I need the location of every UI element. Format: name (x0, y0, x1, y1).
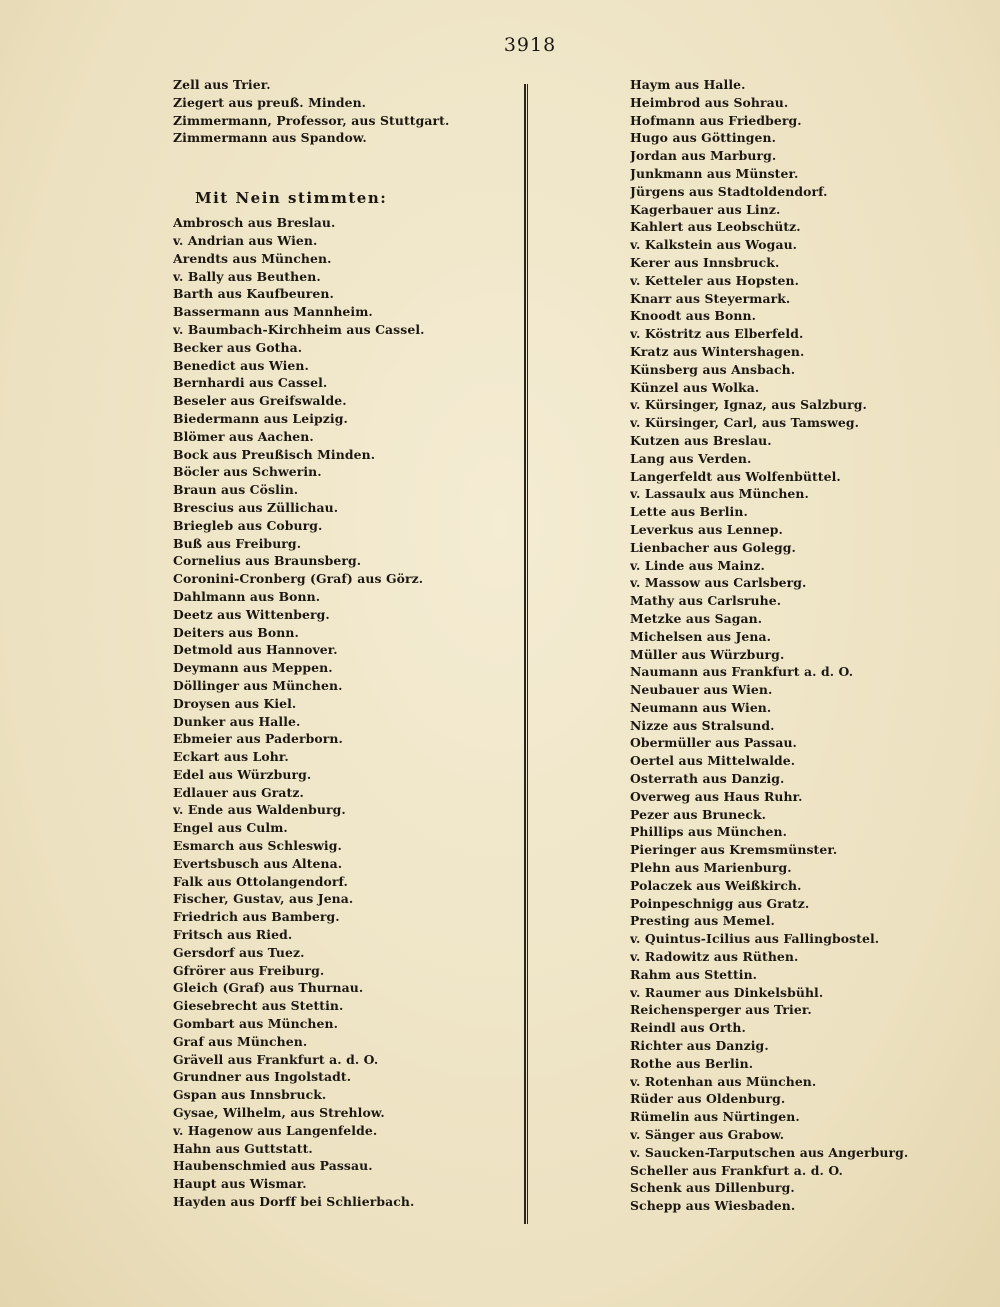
name-entry: Detmold aus Hannover. (173, 642, 338, 658)
name-entry: Künsberg aus Ansbach. (630, 361, 796, 377)
top-names-list (173, 76, 513, 147)
section-gap (173, 147, 513, 182)
name-entry: Droysen aus Kiel. (173, 695, 297, 711)
name-entry: Lienbacher aus Golegg. (630, 539, 796, 555)
name-entry: Kahlert aus Leobschütz. (630, 219, 801, 235)
name-entry: v. Massow aus Carlsberg. (630, 575, 807, 591)
name-entry: Fischer, Gustav, aus Jena. (173, 891, 354, 907)
right-column (630, 76, 930, 1215)
name-entry: Deiters aus Bonn. (173, 624, 299, 640)
name-entry: Döllinger aus München. (173, 677, 343, 693)
name-entry: Mathy aus Carlsruhe. (630, 593, 782, 609)
name-entry: v. Raumer aus Dinkelsbühl. (630, 984, 824, 1000)
name-entry: v. Bally aus Beuthen. (173, 268, 321, 284)
name-entry: Hugo aus Göttingen. (630, 130, 777, 146)
name-entry: Müller aus Würzburg. (630, 646, 785, 662)
name-entry: v. Quintus-Icilius aus Fallingbostel. (630, 931, 880, 947)
name-entry: Overweg aus Haus Ruhr. (630, 788, 803, 804)
name-entry: Langerfeldt aus Wolfenbüttel. (630, 468, 841, 484)
left-names-list (173, 214, 513, 1211)
section-heading: Mit Nein stimmten: (195, 189, 388, 208)
name-entry: v. Radowitz aus Rüthen. (630, 949, 799, 965)
name-entry: Fritsch aus Ried. (173, 927, 293, 943)
name-entry: Osterrath aus Danzig. (630, 771, 785, 787)
name-entry: Reindl aus Orth. (630, 1020, 746, 1036)
name-entry: Dahlmann aus Bonn. (173, 588, 321, 604)
name-entry: Gspan aus Innsbruck. (173, 1087, 327, 1103)
name-entry: Haym aus Halle. (630, 77, 746, 92)
name-entry: Obermüller aus Passau. (630, 735, 797, 751)
name-entry: Naumann aus Frankfurt a. d. O. (630, 664, 854, 680)
name-entry: Rothe aus Berlin. (630, 1055, 754, 1071)
name-entry: Edel aus Würzburg. (173, 766, 312, 782)
name-entry: Kerer aus Innsbruck. (630, 254, 780, 270)
name-entry: Scheller aus Frankfurt a. d. O. (630, 1162, 843, 1178)
name-entry: Oertel aus Mittelwalde. (630, 753, 796, 769)
name-entry: Bassermann aus Mannheim. (173, 304, 373, 320)
name-entry: v. Rotenhan aus München. (630, 1073, 817, 1089)
name-entry: Barth aus Kaufbeuren. (173, 286, 334, 302)
name-entry: Coronini-Cronberg (Graf) aus Görz. (173, 571, 424, 587)
name-entry: Nizze aus Stralsund. (630, 717, 775, 733)
name-entry: Presting aus Memel. (630, 913, 775, 929)
name-entry: v. Köstritz aus Elberfeld. (630, 326, 804, 342)
name-entry: Grundner aus Ingolstadt. (173, 1069, 352, 1085)
name-entry: v. Kürsinger, Ignaz, aus Salzburg. (630, 397, 867, 413)
name-entry: Giesebrecht aus Stettin. (173, 998, 344, 1014)
name-entry: Ambrosch aus Breslau. (173, 215, 336, 231)
name-entry: Künzel aus Wolka. (630, 379, 760, 395)
name-entry: v. Kalkstein aus Wogau. (630, 237, 798, 253)
name-entry: Cornelius aus Braunsberg. (173, 553, 362, 569)
name-entry: Neumann aus Wien. (630, 699, 772, 715)
name-entry: v. Lassaulx aus München. (630, 486, 809, 502)
name-entry: Schenk aus Dillenburg. (630, 1180, 795, 1196)
name-entry: Lette aus Berlin. (630, 504, 748, 520)
name-entry: Blömer aus Aachen. (173, 428, 314, 444)
name-entry: Pezer aus Bruneck. (630, 806, 767, 822)
name-entry: v. Linde aus Mainz. (630, 557, 765, 573)
name-entry: Pieringer aus Kremsmünster. (630, 842, 838, 858)
name-entry: Heimbrod aus Sohrau. (630, 94, 789, 110)
name-entry: Braun aus Cöslin. (173, 482, 299, 498)
name-entry: Rahm aus Stettin. (630, 966, 758, 982)
name-entry: v. Baumbach-Kirchheim aus Cassel. (173, 321, 425, 337)
name-entry: Polaczek aus Weißkirch. (630, 877, 802, 893)
name-entry: Böcler aus Schwerin. (173, 464, 322, 480)
name-entry: Plehn aus Marienburg. (630, 860, 792, 876)
name-entry: Leverkus aus Lennep. (630, 521, 783, 537)
name-entry: Benedict aus Wien. (173, 357, 309, 373)
name-entry: Kratz aus Wintershagen. (630, 343, 805, 359)
name-entry: Beseler aus Greifswalde. (173, 393, 347, 409)
name-entry: Brescius aus Züllichau. (173, 499, 339, 515)
name-entry: Schepp aus Wiesbaden. (630, 1198, 796, 1214)
name-entry: Friedrich aus Bamberg. (173, 909, 340, 925)
name-entry: Engel aus Culm. (173, 820, 288, 836)
name-entry: Kutzen aus Breslau. (630, 432, 772, 448)
name-entry: Poinpeschnigg aus Gratz. (630, 895, 810, 911)
name-entry: Hayden aus Dorff bei Schlierbach. (173, 1194, 415, 1210)
name-entry: Dunker aus Halle. (173, 713, 301, 729)
name-entry: Gombart aus München. (173, 1016, 339, 1032)
name-entry: Richter aus Danzig. (630, 1038, 769, 1054)
name-entry: Hofmann aus Friedberg. (630, 112, 802, 128)
name-entry: Haubenschmied aus Passau. (173, 1158, 373, 1174)
name-entry: v. Ketteler aus Hopsten. (630, 272, 799, 288)
name-entry: Lang aus Verden. (630, 450, 752, 466)
name-entry: Grävell aus Frankfurt a. d. O. (173, 1051, 379, 1067)
name-entry: Graf aus München. (173, 1033, 308, 1049)
name-entry: Reichensperger aus Trier. (630, 1002, 812, 1018)
name-entry: Falk aus Ottolangendorf. (173, 873, 348, 889)
name-entry: Edlauer aus Gratz. (173, 784, 304, 800)
name-entry: Bock aus Preußisch Minden. (173, 446, 376, 462)
name-entry: Zell aus Trier. (173, 77, 271, 92)
name-entry: Haupt aus Wismar. (173, 1176, 307, 1192)
name-entry: Jordan aus Marburg. (630, 148, 777, 164)
name-entry: Neubauer aus Wien. (630, 682, 773, 698)
name-entry: v. Sänger aus Grabow. (630, 1127, 785, 1143)
name-entry: Arendts aus München. (173, 250, 332, 266)
name-entry: Junkmann aus Münster. (630, 165, 799, 181)
name-entry: Metzke aus Sagan. (630, 610, 763, 626)
name-entry: Becker aus Gotha. (173, 339, 303, 355)
name-entry: v. Kürsinger, Carl, aus Tamsweg. (630, 415, 860, 431)
name-entry: Deetz aus Wittenberg. (173, 606, 330, 622)
name-entry: Rüder aus Oldenburg. (630, 1091, 786, 1107)
page-number: 3918 (503, 34, 557, 56)
name-entry: Hahn aus Guttstatt. (173, 1140, 313, 1156)
name-entry: Zimmermann, Professor, aus Stuttgart. (173, 112, 450, 128)
right-names-list (630, 76, 930, 1215)
name-entry: v. Ende aus Waldenburg. (173, 802, 346, 818)
name-entry: Gersdorf aus Tuez. (173, 944, 305, 960)
name-entry: Deymann aus Meppen. (173, 660, 333, 676)
name-entry: Eckart aus Lohr. (173, 749, 289, 765)
name-entry: Ziegert aus preuß. Minden. (173, 94, 367, 110)
name-entry: Gfrörer aus Freiburg. (173, 962, 325, 978)
column-divider (524, 84, 528, 1224)
name-entry: Buß aus Freiburg. (173, 535, 302, 551)
name-entry: Jürgens aus Stadtoldendorf. (630, 183, 828, 199)
left-column (173, 76, 513, 1211)
name-entry: Phillips aus München. (630, 824, 788, 840)
name-entry: Michelsen aus Jena. (630, 628, 772, 644)
name-entry: Zimmermann aus Spandow. (173, 130, 367, 146)
name-entry: Knarr aus Steyermark. (630, 290, 791, 306)
name-entry: v. Andrian aus Wien. (173, 232, 318, 248)
name-entry: Biedermann aus Leipzig. (173, 410, 348, 426)
name-entry: Gysae, Wilhelm, aus Strehlow. (173, 1105, 385, 1121)
name-entry: Kagerbauer aus Linz. (630, 201, 781, 217)
name-entry: Esmarch aus Schleswig. (173, 838, 342, 854)
name-entry: Ebmeier aus Paderborn. (173, 731, 343, 747)
name-entry: Evertsbusch aus Altena. (173, 855, 343, 871)
name-entry: Knoodt aus Bonn. (630, 308, 757, 324)
name-entry: v. Saucken-Tarputschen aus Angerburg. (630, 1144, 909, 1160)
name-entry: Rümelin aus Nürtingen. (630, 1109, 800, 1125)
name-entry: v. Hagenow aus Langenfelde. (173, 1122, 378, 1138)
name-entry: Gleich (Graf) aus Thurnau. (173, 980, 364, 996)
name-entry: Briegleb aus Coburg. (173, 517, 323, 533)
name-entry: Bernhardi aus Cassel. (173, 375, 328, 391)
